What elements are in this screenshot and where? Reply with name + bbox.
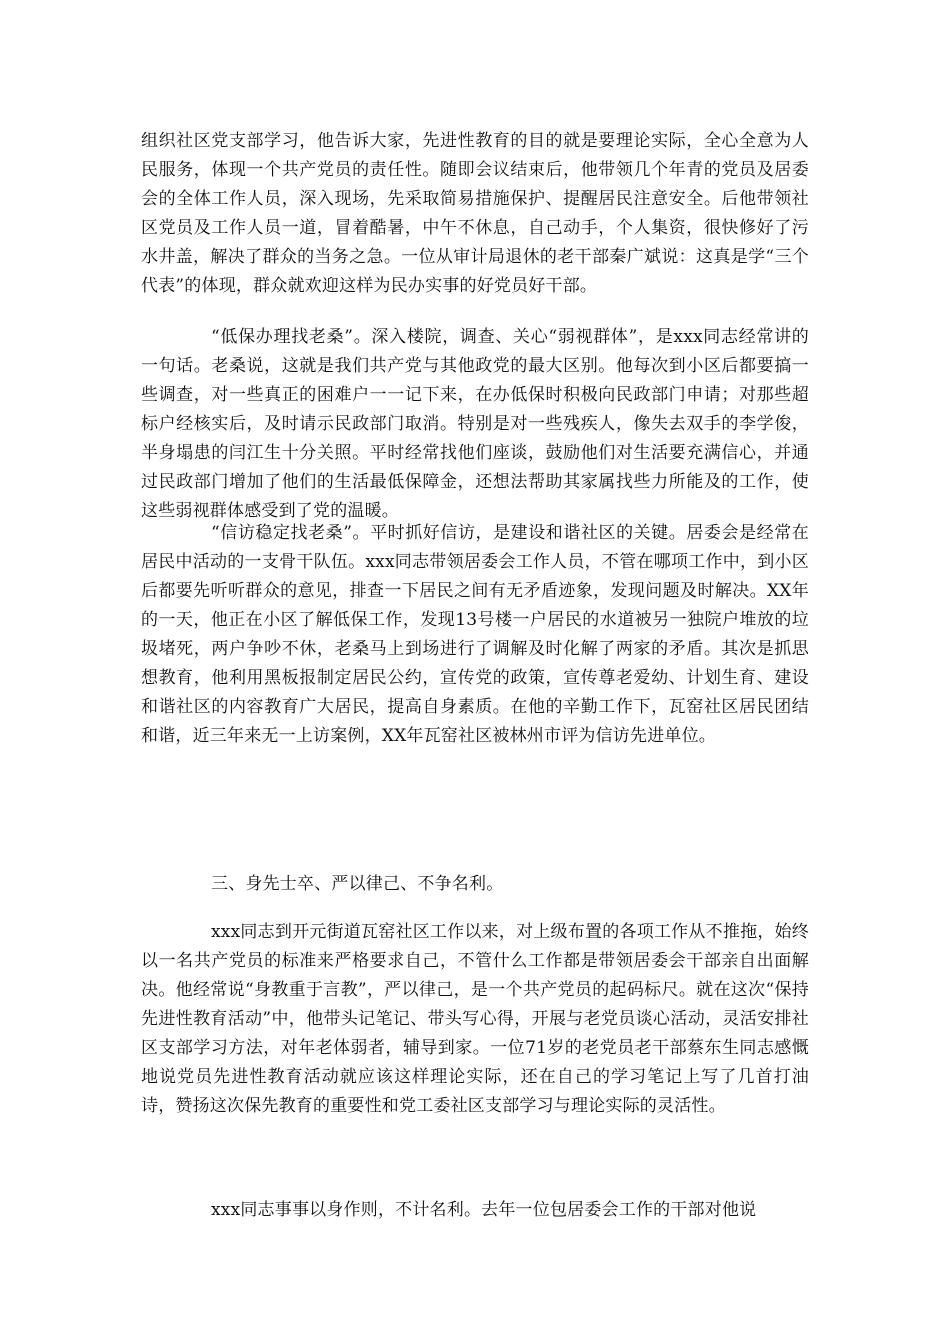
paragraph-2: “低保办理找老桑”。深入楼院，调查、关心“弱视群体”，是xxx同志经常讲的一句话。老桑说，这就是我们共产党与其他政党的最大区别。他每次到小区后都要搞一些调查，对一些真正的困难户一一记下来，在办低保时积极向民政部门申请；对那些超标户经核实后，及时请示民政部门取消。特别是对一些残疾人，像失去双手的李学俊，半身塌患的闫江生十分关照。平时经常找他们座谈，鼓励他们对生活要充满信心，并通过民政部门增加了他们的生活最低保障金，还想法帮助其家属找些力所能及的工作，使这些弱视群体感受到了党的温暖。 (141, 327, 809, 521)
paragraph-3: “信访稳定找老桑”。平时抓好信访，是建设和谐社区的关键。居委会是经常在居民中活动的一支骨干队伍。xxx同志带领居委会工作人员，不管在哪项工作中，到小区后都要先听听群众的意见，排查一下居民之间有无矛盾迹象，发现问题及时解决。XX年的一天，他正在小区了解低保工作，发现13号楼一户居民的水道被另一独院户堆放的垃圾堵死，两户争吵不休，老桑马上到场进行了调解及时化解了两家的矛盾。其次是抓思想教育，他利用黑板报制定居民公约，宣传党的政策，宣传尊老爱幼、计划生育、建设和谐社区的内容教育广大居民，提高自身素质。在他的辛勤工作下，瓦窑社区居民团结和谐，近三年来无一上访案例，XX年瓦窑社区被林州市评为信访先进单位。 (141, 523, 809, 746)
paragraph-4: xxx同志到开元街道瓦窑社区工作以来，对上级布置的各项工作从不推拖，始终以一名共产党员的标准来严格要求自己，不管什么工作都是带领居委会干部亲自出面解决。他经常说“身教重于言教”，严以律己，是一个共产党员的起码标尺。就在这次“保持先进性教育活动”中，他带头记笔记、带头写心得，开展与老党员谈心活动，灵活安排社区支部学习方法，对年老体弱者，辅导到家。一位71岁的老党员老干部蔡东生同志感慨地说党员先进性教育活动就应该这样理论实际，还在自己的学习笔记上写了几首打油诗，赞扬这次保先教育的重要性和党工委社区支部学习与理论实际的灵活性。 (141, 922, 809, 1116)
section-heading: 三、身先士卒、严以律己、不争名利。 (211, 874, 504, 894)
paragraph-1: 组织社区党支部学习，他告诉大家，先进性教育的目的就是要理论实际，全心全意为人民服务，体现一个共产党员的责任性。随即会议结束后，他带领几个年青的党员及居委会的全体工作人员，深入现场，先采取简易措施保护、提醒居民注意安全。后他带领社区党员及工作人员一道，冒着酷暑，中午不休息，自己动手，个人集资，很快修好了污水井盖，解决了群众的当务之急。一位从审计局退休的老干部秦广斌说：这真是学“三个代表”的体现，群众就欢迎这样为民办实事的好党员好干部。 (141, 131, 809, 296)
paragraph-5: xxx同志事事以身作则，不计名利。去年一位包居委会工作的干部对他说 (211, 1200, 757, 1220)
